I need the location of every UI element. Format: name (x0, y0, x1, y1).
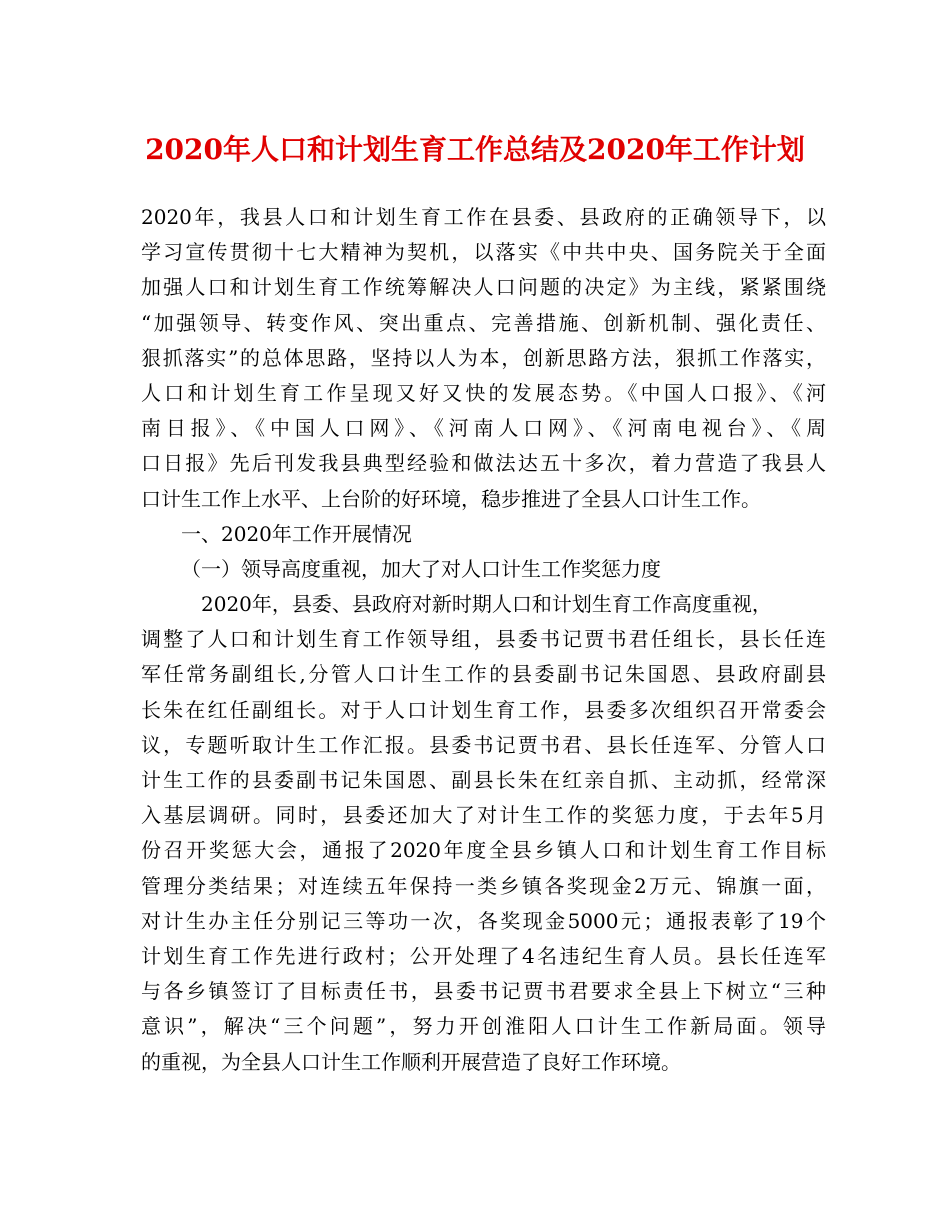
text-line: 的重视，为全县人口计生工作顺利开展营造了良好工作环境。 (141, 1049, 681, 1074)
text-line: 南日报》、《中国人口网》、《河南人口网》、《河南电视台》、《周 (141, 416, 826, 441)
text-line: 军任常务副组长,分管人口计生工作的县委副书记朱国恩、县政府副县 (141, 662, 826, 687)
section-heading: 一、2020年工作开展情况 (181, 521, 412, 546)
text-line: 2020年，县委、县政府对新时期人口和计划生育工作高度重视， (201, 592, 772, 617)
text-line: 计划生育工作先进行政村；公开处理了4名违纪生育人员。县长任连军 (141, 943, 826, 968)
text-line: 人口和计划生育工作呈现又好又快的发展态势。《中国人口报》、《河 (141, 380, 826, 405)
text-line: 狠抓落实”的总体思路，坚持以人为本，创新思路方法，狠抓工作落实， (141, 345, 826, 370)
text-line: 学习宣传贯彻十七大精神为契机，以落实《中共中央、国务院关于全面 (141, 240, 826, 265)
text-line: 计生工作的县委副书记朱国恩、副县长朱在红亲自抓、主动抓，经常深 (141, 768, 826, 792)
text-line: 入基层调研。同时，县委还加大了对计生工作的奖惩力度，于去年5月 (141, 803, 826, 828)
text-line: 份召开奖惩大会，通报了2020年度全县乡镇人口和计划生育工作目标 (141, 838, 826, 863)
subsection-heading: （一）领导高度重视，加大了对人口计生工作奖惩力度 (181, 556, 661, 581)
text-line: 长朱在红任副组长。对于人口计划生育工作，县委多次组织召开常委会 (141, 697, 826, 722)
text-line: 议，专题听取计生工作汇报。县委书记贾书君、县长任连军、分管人口 (141, 732, 826, 757)
document-title: 2020年人口和计划生育工作总结及2020年工作计划 (145, 133, 805, 166)
text-line: 管理分类结果；对连续五年保持一类乡镇各奖现金2万元、锦旗一面， (141, 873, 826, 898)
text-line: 意识”，解决“三个问题”，努力开创淮阳人口计生工作新局面。领导 (141, 1014, 826, 1039)
text-line: 口日报》先后刊发我县典型经验和做法达五十多次，着力营造了我县人 (141, 451, 826, 476)
document-body (141, 200, 826, 1080)
section-paragraph (141, 587, 826, 1080)
intro-paragraph (141, 200, 826, 517)
text-line: 2020年，我县人口和计划生育工作在县委、县政府的正确领导下，以 (141, 205, 826, 229)
text-line: 对计生办主任分别记三等功一次，各奖现金5000元；通报表彰了19个 (141, 908, 826, 933)
text-line: “加强领导、转变作风、突出重点、完善措施、创新机制、强化责任、 (141, 310, 826, 335)
text-line: 调整了人口和计划生育工作领导组，县委书记贾书君任组长，县长任连 (141, 627, 826, 652)
text-line: 口计生工作上水平、上台阶的好环境，稳步推进了全县人口计生工作。 (141, 486, 761, 511)
text-line: 与各乡镇签订了目标责任书，县委书记贾书君要求全县上下树立“三种 (141, 979, 826, 1004)
text-line: 加强人口和计划生育工作统筹解决人口问题的决定》为主线，紧紧围绕 (141, 275, 826, 300)
